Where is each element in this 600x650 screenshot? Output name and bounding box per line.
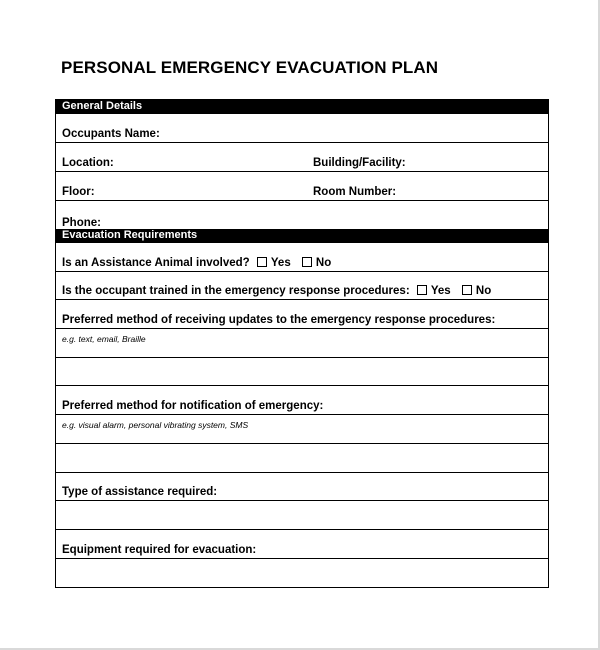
assistance-type-label: Type of assistance required:	[62, 486, 218, 498]
notification-method-answer-row-2[interactable]	[56, 444, 548, 473]
occupants-name-label: Occupants Name:	[62, 128, 160, 140]
updates-method-answer-row[interactable]	[56, 329, 548, 358]
location-row[interactable]	[56, 143, 548, 172]
updates-method-hint: e.g. text, email, Braille	[62, 334, 146, 344]
phone-row[interactable]	[56, 201, 548, 229]
section-header-evacuation	[56, 229, 548, 243]
trained-no-checkbox[interactable]	[462, 285, 472, 295]
assistance-animal-label: Is an Assistance Animal involved?	[62, 257, 250, 269]
occupants-name-row[interactable]	[56, 114, 548, 143]
updates-method-label: Preferred method of receiving updates to the emergency response procedures:	[62, 314, 496, 326]
phone-label: Phone:	[62, 217, 101, 229]
assistance-animal-row	[56, 243, 548, 272]
assistance-animal-question	[62, 257, 335, 269]
notification-method-label: Preferred method for notification of emergency:	[62, 400, 324, 412]
trained-label: Is the occupant trained in the emergency response procedures:	[62, 285, 410, 297]
updates-method-row	[56, 300, 548, 329]
equipment-label: Equipment required for evacuation:	[62, 544, 257, 556]
floor-row[interactable]	[56, 172, 548, 201]
assistance-animal-no-label: No	[315, 257, 332, 269]
building-facility-label: Building/Facility:	[313, 157, 406, 169]
section-header-general-label: General Details	[62, 100, 143, 112]
floor-label: Floor:	[62, 186, 95, 198]
notification-method-row	[56, 386, 548, 415]
evacuation-plan-form	[55, 99, 549, 588]
section-header-general	[56, 100, 548, 114]
room-number-label: Room Number:	[313, 186, 397, 198]
trained-question	[62, 285, 495, 297]
assistance-animal-no-checkbox[interactable]	[302, 257, 312, 267]
equipment-row	[56, 530, 548, 559]
document-title: PERSONAL EMERGENCY EVACUATION PLAN	[61, 58, 439, 77]
trained-row	[56, 272, 548, 300]
equipment-answer-row[interactable]	[56, 559, 548, 587]
notification-method-answer-row[interactable]	[56, 415, 548, 444]
trained-yes-checkbox[interactable]	[417, 285, 427, 295]
notification-method-hint: e.g. visual alarm, personal vibrating system, SMS	[62, 420, 249, 430]
updates-method-answer-row-2[interactable]	[56, 358, 548, 386]
trained-no-label: No	[475, 285, 492, 297]
section-header-evacuation-label: Evacuation Requirements	[62, 229, 198, 241]
trained-yes-label: Yes	[430, 285, 451, 297]
assistance-type-row	[56, 473, 548, 501]
location-label: Location:	[62, 157, 114, 169]
assistance-animal-yes-checkbox[interactable]	[257, 257, 267, 267]
assistance-animal-yes-label: Yes	[270, 257, 291, 269]
assistance-type-answer-row[interactable]	[56, 501, 548, 530]
